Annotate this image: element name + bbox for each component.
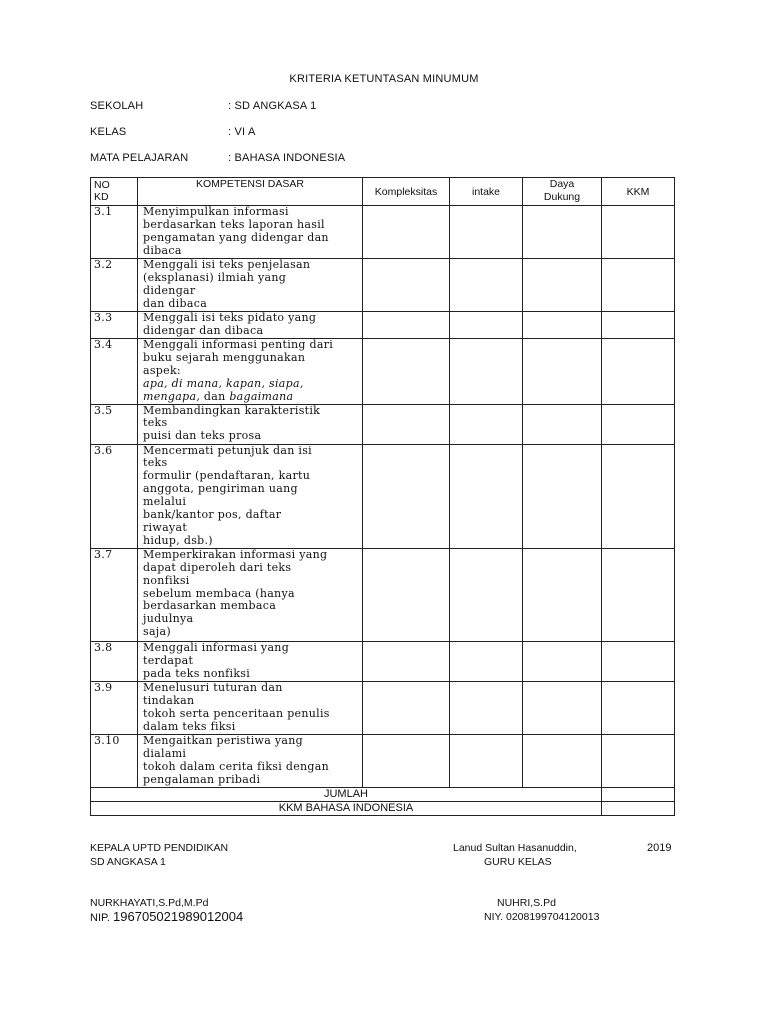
cell-kompleksitas (363, 339, 450, 405)
cell-kompleksitas (363, 681, 450, 734)
cell-kkm (602, 734, 675, 787)
cell-intake (450, 444, 523, 548)
row-kompetensi (138, 681, 363, 734)
table-row (91, 641, 675, 681)
cell-kompleksitas (363, 259, 450, 312)
kd-text-line: Mencermati petunjuk dan isi (143, 443, 312, 457)
row-kompetensi (138, 259, 363, 312)
kd-text-line: terdapat (143, 653, 194, 667)
kd-text-line: Membandingkan karakteristik (143, 403, 321, 417)
kd-text-line: riwayat (143, 520, 188, 534)
table-row (91, 404, 675, 444)
row-kompetensi (138, 404, 363, 444)
cell-jumlah-value (602, 787, 675, 801)
kd-text-plain: dan (200, 389, 230, 403)
row-number: 3.5 (91, 404, 138, 444)
kd-text-line: tokoh dalam cerita fiksi dengan (143, 759, 329, 773)
info-label-sekolah: SEKOLAH (90, 100, 144, 112)
row-number: 3.3 (91, 312, 138, 339)
row-kompetensi (138, 339, 363, 405)
kd-text-line: Memperkirakan informasi yang (143, 547, 328, 561)
table-row (91, 444, 675, 548)
kd-text-line: teks (143, 456, 168, 470)
kd-text-line: sebelum membaca (hanya (143, 586, 295, 600)
kd-text-line: nonfiksi (143, 573, 190, 587)
cell-daya-dukung (523, 641, 602, 681)
cell-kompleksitas (363, 444, 450, 548)
kd-text-line: teks (143, 416, 168, 430)
kd-text-line: judulnya (143, 612, 194, 626)
kd-text-line: Menyimpulkan informasi (143, 205, 289, 218)
table-row (91, 339, 675, 405)
kkm-table (90, 177, 675, 816)
cell-daya-dukung (523, 312, 602, 339)
cell-intake (450, 734, 523, 787)
kd-text-line: dalam teks fiksi (143, 719, 236, 733)
cell-intake (450, 548, 523, 641)
header-kompleksitas: Kompleksitas (363, 178, 450, 206)
kd-text-line: Menggali isi teks penjelasan (143, 258, 311, 271)
row-number: 3.9 (91, 681, 138, 734)
kd-text-line: dapat diperoleh dari teks (143, 560, 292, 574)
cell-daya-dukung (523, 339, 602, 405)
table-row (91, 259, 675, 312)
table-row (91, 734, 675, 787)
cell-intake (450, 404, 523, 444)
kd-text-line: Menelusuri tuturan dan (143, 680, 283, 694)
row-kompetensi (138, 734, 363, 787)
right-signer-name: NUHRI,S.Pd (497, 897, 556, 909)
jumlah-row (91, 787, 675, 801)
info-label-kelas: KELAS (90, 126, 127, 138)
left-signer-name: NURKHAYATI,S.Pd,M.Pd (90, 897, 209, 909)
kd-text-line: dibaca (143, 243, 182, 257)
cell-intake (450, 339, 523, 405)
kd-text-line: apa, di mana, kapan, siapa, (143, 376, 304, 390)
header-kd: KD (94, 191, 109, 203)
kd-text-line: saja) (143, 625, 171, 639)
kd-text-line: Menggali isi teks pidato yang (143, 311, 317, 324)
left-nip-label: NIP. (90, 912, 110, 924)
info-label-mapel: MATA PELAJARAN (90, 152, 189, 164)
cell-kkm-total-value (602, 801, 675, 815)
row-kompetensi (138, 548, 363, 641)
header-no-kd (91, 178, 138, 206)
right-niy: NIY. 0208199704120013 (484, 911, 600, 923)
header-kompetensi-dasar: KOMPETENSI DASAR (138, 178, 363, 206)
header-no: NO (94, 179, 110, 191)
cell-kompleksitas (363, 548, 450, 641)
kkm-total-row (91, 801, 675, 815)
kd-text-line: tindakan (143, 693, 195, 707)
kd-text-line: Mengaitkan peristiwa yang (143, 733, 303, 747)
cell-daya-dukung (523, 404, 602, 444)
kd-text-line: puisi dan teks prosa (143, 429, 262, 443)
cell-kkm (602, 404, 675, 444)
cell-daya-dukung (523, 734, 602, 787)
row-number: 3.7 (91, 548, 138, 641)
info-value-kelas: : VI A (228, 126, 256, 138)
left-title-1: KEPALA UPTD PENDIDIKAN (90, 842, 229, 854)
kd-text-line: pada teks nonfiksi (143, 666, 251, 680)
kd-text-line: didengar dan dibaca (143, 323, 264, 337)
kd-text-line: dan dibaca (143, 296, 208, 310)
kd-text-line: tokoh serta penceritaan penulis (143, 706, 330, 720)
kd-text-line: Menggali informasi yang (143, 640, 290, 654)
row-number: 3.6 (91, 444, 138, 548)
cell-kompleksitas (363, 206, 450, 259)
cell-daya-dukung (523, 681, 602, 734)
row-kompetensi (138, 206, 363, 259)
cell-intake (450, 641, 523, 681)
info-value-mapel: : BAHASA INDONESIA (228, 152, 346, 164)
kd-text-line: Menggali informasi penting dari (143, 338, 334, 351)
kd-text-line: (eksplanasi) ilmiah yang (143, 270, 287, 284)
cell-kkm (602, 681, 675, 734)
header-daya-dukung (523, 178, 602, 206)
right-title: GURU KELAS (484, 856, 552, 868)
left-title-2: SD ANGKASA 1 (90, 856, 166, 868)
cell-daya-dukung (523, 444, 602, 548)
kd-text-line: pengalaman pribadi (143, 772, 261, 786)
kd-text-line: pengamatan yang didengar dan (143, 230, 329, 244)
kd-text-line: dialami (143, 746, 187, 760)
kd-text-line: formulir (pendaftaran, kartu (143, 469, 311, 483)
cell-kkm (602, 339, 675, 405)
kd-text-line: anggota, pengiriman uang (143, 482, 298, 496)
kd-text-line: buku sejarah menggunakan (143, 350, 306, 364)
cell-intake (450, 681, 523, 734)
cell-kompleksitas (363, 404, 450, 444)
cell-kompleksitas (363, 734, 450, 787)
jumlah-label: JUMLAH (91, 787, 602, 801)
kd-text-line: melalui (143, 495, 187, 509)
cell-intake (450, 206, 523, 259)
table-row (91, 312, 675, 339)
left-nip-number: 196705021989012004 (113, 909, 244, 924)
row-number: 3.2 (91, 259, 138, 312)
table-row (91, 681, 675, 734)
kd-text-line: didengar (143, 283, 196, 297)
cell-kkm (602, 548, 675, 641)
cell-intake (450, 312, 523, 339)
cell-kompleksitas (363, 641, 450, 681)
kd-text-line: berdasarkan membaca (143, 599, 277, 613)
kd-text-italic: mengapa, (143, 389, 201, 403)
cell-daya-dukung (523, 259, 602, 312)
cell-kompleksitas (363, 312, 450, 339)
cell-kkm (602, 312, 675, 339)
document-title: KRITERIA KETUNTASAN MINUMUM (289, 73, 479, 85)
kd-text-line-mixed (143, 391, 359, 404)
kd-text-line: hidup, dsb.) (143, 533, 213, 547)
cell-kkm (602, 206, 675, 259)
cell-kkm (602, 444, 675, 548)
row-number: 3.8 (91, 641, 138, 681)
row-kompetensi (138, 641, 363, 681)
row-kompetensi (138, 312, 363, 339)
table-row (91, 548, 675, 641)
cell-kkm (602, 259, 675, 312)
row-number: 3.4 (91, 339, 138, 405)
cell-daya-dukung (523, 548, 602, 641)
header-kkm: KKM (602, 178, 675, 206)
header-intake: intake (450, 178, 523, 206)
kd-text-line: aspek: (143, 363, 181, 377)
place-label: Lanud Sultan Hasanuddin, (453, 842, 577, 854)
info-value-sekolah: : SD ANGKASA 1 (228, 100, 317, 112)
row-kompetensi (138, 444, 363, 548)
row-number: 3.1 (91, 206, 138, 259)
left-nip-line (90, 909, 243, 924)
year-label: 2019 (647, 842, 672, 854)
kd-text-line: berdasarkan teks laporan hasil (143, 217, 325, 231)
cell-kkm (602, 641, 675, 681)
header-daya: Daya (549, 178, 575, 190)
table-row (91, 206, 675, 259)
table-header-row (91, 178, 675, 206)
row-number: 3.10 (91, 734, 138, 787)
cell-daya-dukung (523, 206, 602, 259)
cell-intake (450, 259, 523, 312)
kd-text-line: bank/kantor pos, daftar (143, 508, 282, 522)
kkm-total-label: KKM BAHASA INDONESIA (91, 801, 602, 815)
kd-text-italic: bagaimana (229, 389, 294, 403)
header-dukung: Dukung (543, 191, 581, 203)
